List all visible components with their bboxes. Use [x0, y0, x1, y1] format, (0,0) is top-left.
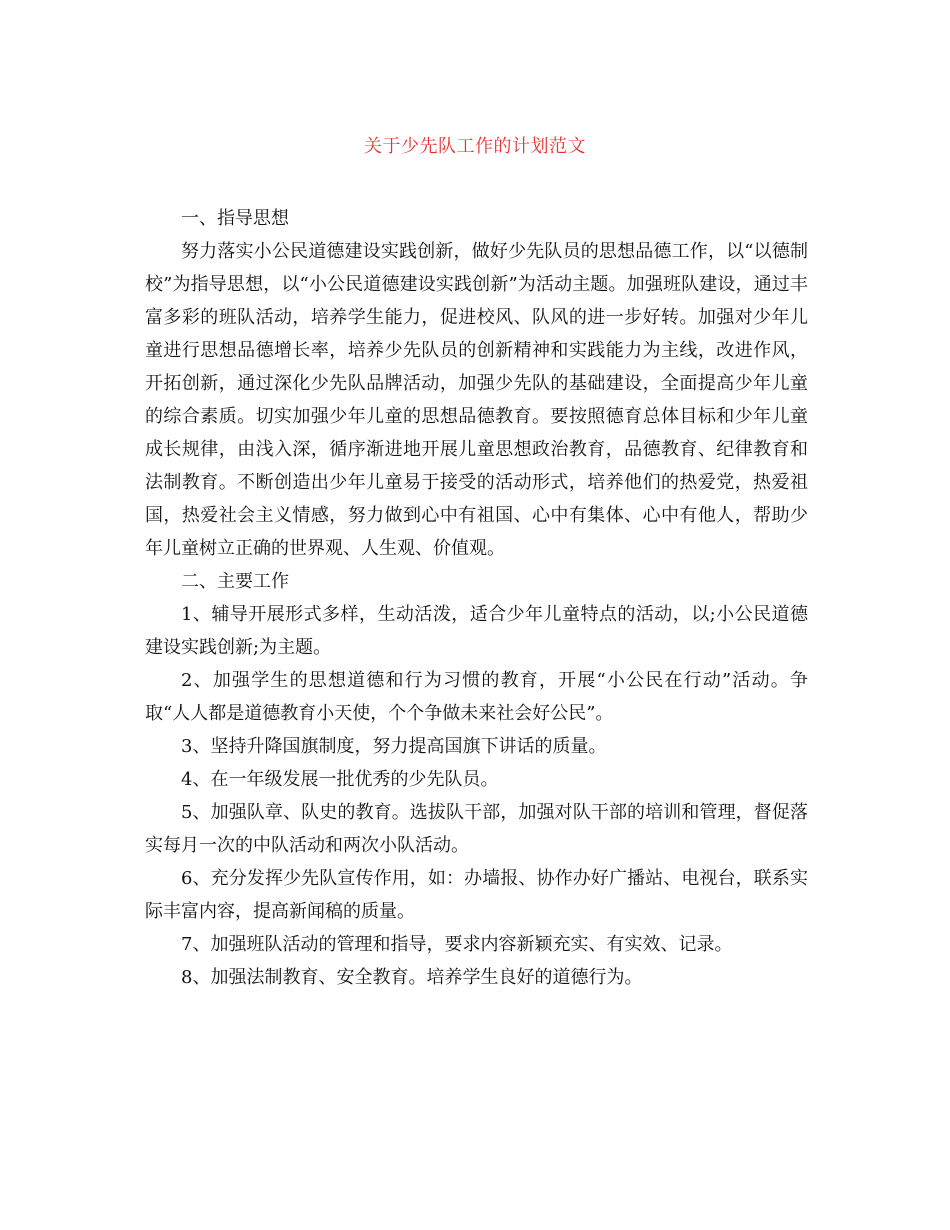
paragraph: 5、加强队章、队史的教育。选拔队干部，加强对队干部的培训和管理，督促落实每月一次的中队活动和两次小队活动。: [145, 802, 808, 856]
paragraph: 3、坚持升降国旗制度，努力提高国旗下讲话的质量。: [181, 736, 607, 757]
paragraph: 努力落实小公民道德建设实践创新，做好少先队员的思想品德工作，以“以德制校”为指导思想，以“小公民道德建设实践创新”为活动主题。加强班队建设，通过丰富多彩的班队活动，培养学生能力，促进校风、队风的进一步好转。加强对少年儿童进行思想品德增长率，培养少先队员的创新精神和实践能力为主线，改进作风，开拓创新，通过深化少先队品牌活动，加强少先队的基础建设，全面提高少年儿童的综合素质。切实加强少年儿童的思想品德教育。要按照德育总体目标和少年儿童成长规律，由浅入深，循序渐进地开展儿童思想政治教育，品德教育、纪律教育和法制教育。不断创造出少年儿童易于接受的活动形式，培养他们的热爱党，热爱祖国，热爱社会主义情感，努力做到心中有祖国、心中有集体、心中有他人，帮助少年儿童树立正确的世界观、人生观、价值观。: [145, 241, 808, 559]
document-title: 关于少先队工作的计划范文: [364, 136, 586, 157]
document-body: [145, 202, 808, 994]
paragraph: 1、辅导开展形式多样，生动活泼，适合少年儿童特点的活动，以;小公民道德建设实践创新;为主题。: [145, 604, 808, 658]
section-heading: 二、主要工作: [181, 571, 289, 592]
paragraph: 7、加强班队活动的管理和指导，要求内容新颖充实、有实效、记录。: [181, 934, 733, 955]
paragraph: 4、在一年级发展一批优秀的少先队员。: [181, 769, 499, 790]
paragraph: 2、加强学生的思想道德和行为习惯的教育，开展“小公民在行动”活动。争取“人人都是道德教育小天使，个个争做未来社会好公民”。: [145, 670, 808, 724]
paragraph: 8、加强法制教育、安全教育。培养学生良好的道德行为。: [181, 967, 643, 988]
section-heading: 一、指导思想: [181, 208, 289, 229]
paragraph: 6、充分发挥少先队宣传作用，如：办墙报、协作办好广播站、电视台，联系实际丰富内容，提高新闻稿的质量。: [145, 868, 808, 922]
